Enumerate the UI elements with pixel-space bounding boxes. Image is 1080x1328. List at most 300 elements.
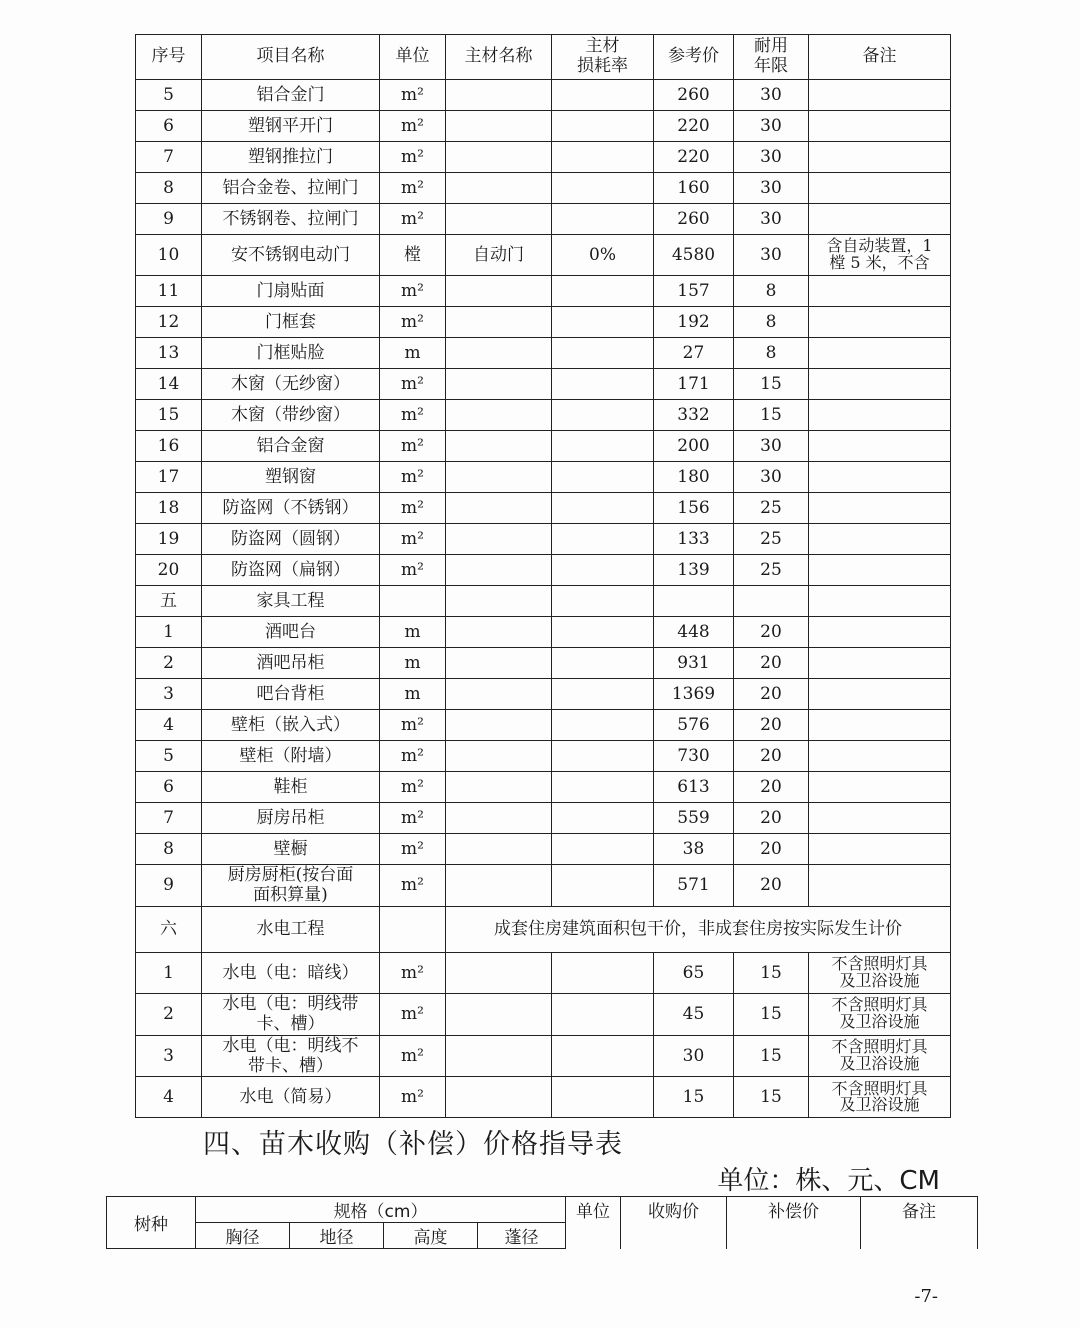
row-remark [809, 648, 951, 679]
row-price: 730 [654, 741, 734, 772]
spec-col-ground-diameter: 地径 [290, 1223, 384, 1249]
row-unit: m² [380, 865, 446, 907]
row-unit: m² [380, 400, 446, 431]
table-row [136, 741, 951, 772]
table-row [136, 276, 951, 307]
row-item-name: 吧台背柜 [202, 679, 380, 710]
row-remark [809, 803, 951, 834]
row-material [446, 276, 552, 307]
section-name: 水电工程 [202, 906, 380, 952]
row-remark [809, 400, 951, 431]
row-unit: m² [380, 142, 446, 173]
row-price: 260 [654, 204, 734, 235]
section-note: 成套住房建筑面积包干价，非成套住房按实际发生计价 [446, 906, 951, 952]
row-no: 8 [136, 834, 202, 865]
row-remark [809, 741, 951, 772]
table-row [136, 142, 951, 173]
row-loss-rate [552, 834, 654, 865]
row-loss-rate [552, 772, 654, 803]
row-no: 1 [136, 617, 202, 648]
row-price: 192 [654, 307, 734, 338]
row-remark [809, 80, 951, 111]
row-life: 20 [734, 803, 809, 834]
empty-cell [809, 586, 951, 617]
row-no: 2 [136, 993, 202, 1035]
row-item-name: 不锈钢卷、拉闸门 [202, 204, 380, 235]
row-life: 8 [734, 338, 809, 369]
row-material [446, 1035, 552, 1077]
table-row [136, 111, 951, 142]
row-loss-rate [552, 710, 654, 741]
header-item-name: 项目名称 [202, 35, 380, 80]
row-no: 4 [136, 1077, 202, 1118]
row-no: 15 [136, 400, 202, 431]
row-item-name: 铝合金卷、拉闸门 [202, 173, 380, 204]
row-unit: m² [380, 173, 446, 204]
price-table [135, 34, 951, 1118]
row-remark [809, 338, 951, 369]
row-loss-rate [552, 993, 654, 1035]
row-no: 14 [136, 369, 202, 400]
row-unit: m [380, 617, 446, 648]
empty-cell [734, 586, 809, 617]
table-row [136, 524, 951, 555]
header-no: 序号 [136, 35, 202, 80]
purchase-price-header: 收购价 [621, 1197, 727, 1223]
row-no: 12 [136, 307, 202, 338]
row-no: 7 [136, 803, 202, 834]
compensation-price-cell [727, 1223, 861, 1249]
row-no: 1 [136, 952, 202, 993]
row-material [446, 173, 552, 204]
table-row [136, 462, 951, 493]
row-price: 571 [654, 865, 734, 907]
row-price: 133 [654, 524, 734, 555]
spec-col-breast-diameter: 胸径 [196, 1223, 290, 1249]
row-unit: m² [380, 952, 446, 993]
row-remark [809, 142, 951, 173]
row-item-name: 水电（电：明线带 卡、槽） [202, 993, 380, 1035]
row-material [446, 462, 552, 493]
row-loss-rate [552, 1035, 654, 1077]
table-row [136, 173, 951, 204]
row-item-name: 水电（电：明线不 带卡、槽） [202, 1035, 380, 1077]
row-item-name: 防盗网（圆钢） [202, 524, 380, 555]
row-remark: 不含照明灯具 及卫浴设施 [809, 993, 951, 1035]
row-loss-rate [552, 617, 654, 648]
row-item-name: 鞋柜 [202, 772, 380, 803]
row-material [446, 803, 552, 834]
row-price: 200 [654, 431, 734, 462]
row-item-name: 水电（电：暗线） [202, 952, 380, 993]
row-loss-rate [552, 276, 654, 307]
row-unit: m² [380, 80, 446, 111]
row-life: 30 [734, 142, 809, 173]
row-material [446, 111, 552, 142]
row-loss-rate [552, 555, 654, 586]
remark-header: 备注 [861, 1197, 978, 1223]
table-row [136, 1035, 951, 1077]
row-no: 9 [136, 865, 202, 907]
empty-cell [654, 586, 734, 617]
row-loss-rate [552, 431, 654, 462]
row-price: 139 [654, 555, 734, 586]
row-loss-rate [552, 462, 654, 493]
row-unit: m² [380, 710, 446, 741]
row-no: 2 [136, 648, 202, 679]
remark-cell [861, 1223, 978, 1249]
row-life: 15 [734, 952, 809, 993]
row-material [446, 617, 552, 648]
row-no: 9 [136, 204, 202, 235]
row-material [446, 204, 552, 235]
row-remark [809, 462, 951, 493]
header-life: 耐用 年限 [734, 35, 809, 80]
row-item-name: 酒吧台 [202, 617, 380, 648]
table-row [136, 431, 951, 462]
row-material [446, 834, 552, 865]
row-remark [809, 555, 951, 586]
table-row [136, 1077, 951, 1118]
row-life: 25 [734, 493, 809, 524]
row-price: 45 [654, 993, 734, 1035]
row-life: 8 [734, 276, 809, 307]
row-no: 20 [136, 555, 202, 586]
row-loss-rate [552, 80, 654, 111]
unit-note: 单位：株、元、CM [717, 1166, 940, 1196]
row-no: 11 [136, 276, 202, 307]
table-row [136, 338, 951, 369]
table-row [136, 710, 951, 741]
row-price: 27 [654, 338, 734, 369]
row-life: 20 [734, 865, 809, 907]
table-row [136, 772, 951, 803]
row-price: 559 [654, 803, 734, 834]
row-remark [809, 865, 951, 907]
row-material [446, 338, 552, 369]
spec-header: 规格（cm） [196, 1197, 566, 1223]
row-life: 30 [734, 111, 809, 142]
row-price: 15 [654, 1077, 734, 1118]
section-row-utilities [136, 906, 951, 952]
header-remark: 备注 [809, 35, 951, 80]
row-material [446, 993, 552, 1035]
row-remark [809, 369, 951, 400]
row-price: 156 [654, 493, 734, 524]
row-unit: m² [380, 111, 446, 142]
header-unit: 单位 [380, 35, 446, 80]
row-price: 220 [654, 142, 734, 173]
row-price: 260 [654, 80, 734, 111]
row-remark [809, 524, 951, 555]
row-item-name: 门框套 [202, 307, 380, 338]
row-no: 10 [136, 235, 202, 276]
row-life: 30 [734, 204, 809, 235]
spec-col-height: 高度 [384, 1223, 478, 1249]
row-remark [809, 710, 951, 741]
row-price: 220 [654, 111, 734, 142]
header-loss-rate: 主材 损耗率 [552, 35, 654, 80]
row-no: 7 [136, 142, 202, 173]
row-life: 20 [734, 617, 809, 648]
row-life: 30 [734, 173, 809, 204]
row-loss-rate [552, 648, 654, 679]
row-life: 30 [734, 80, 809, 111]
row-no: 18 [136, 493, 202, 524]
section-row-furniture [136, 586, 951, 617]
row-loss-rate [552, 524, 654, 555]
row-unit: m² [380, 1035, 446, 1077]
row-material [446, 555, 552, 586]
table-row [136, 617, 951, 648]
table-row [136, 307, 951, 338]
row-item-name: 塑钢平开门 [202, 111, 380, 142]
row-unit: m² [380, 431, 446, 462]
row-life: 15 [734, 369, 809, 400]
row-no: 13 [136, 338, 202, 369]
row-item-name: 壁橱 [202, 834, 380, 865]
row-unit: 樘 [380, 235, 446, 276]
row-loss-rate [552, 400, 654, 431]
row-life: 15 [734, 400, 809, 431]
row-item-name: 门框贴脸 [202, 338, 380, 369]
row-item-name: 门扇贴面 [202, 276, 380, 307]
row-no: 19 [136, 524, 202, 555]
row-remark: 不含照明灯具 及卫浴设施 [809, 1035, 951, 1077]
table-row [136, 803, 951, 834]
row-loss-rate [552, 803, 654, 834]
row-remark: 不含照明灯具 及卫浴设施 [809, 952, 951, 993]
row-unit: m² [380, 1077, 446, 1118]
row-life: 20 [734, 772, 809, 803]
row-life: 20 [734, 741, 809, 772]
table-row [136, 493, 951, 524]
empty-cell [552, 586, 654, 617]
row-loss-rate [552, 1077, 654, 1118]
section-name: 家具工程 [202, 586, 380, 617]
row-no: 3 [136, 1035, 202, 1077]
row-remark: 含自动装置，1 樘 5 米，不含 [809, 235, 951, 276]
row-price: 613 [654, 772, 734, 803]
row-loss-rate: 0% [552, 235, 654, 276]
row-material [446, 400, 552, 431]
row-remark [809, 493, 951, 524]
row-price: 332 [654, 400, 734, 431]
row-material [446, 80, 552, 111]
row-material [446, 1077, 552, 1118]
row-unit: m² [380, 741, 446, 772]
row-no: 4 [136, 710, 202, 741]
row-loss-rate [552, 173, 654, 204]
row-material [446, 741, 552, 772]
table-row [136, 952, 951, 993]
row-price: 30 [654, 1035, 734, 1077]
row-item-name: 水电（简易） [202, 1077, 380, 1118]
row-unit: m [380, 648, 446, 679]
compensation-price-header: 补偿价 [727, 1197, 861, 1223]
row-price: 448 [654, 617, 734, 648]
page-number: -7- [914, 1286, 938, 1307]
row-life: 15 [734, 993, 809, 1035]
row-material [446, 952, 552, 993]
row-loss-rate [552, 142, 654, 173]
spec-col-crown-diameter: 蓬径 [478, 1223, 566, 1249]
row-item-name: 厨房吊柜 [202, 803, 380, 834]
row-loss-rate [552, 204, 654, 235]
row-unit: m [380, 679, 446, 710]
row-material [446, 431, 552, 462]
section-no: 六 [136, 906, 202, 952]
row-unit: m² [380, 369, 446, 400]
row-unit: m² [380, 834, 446, 865]
unit-cell [566, 1223, 621, 1249]
empty-cell [380, 586, 446, 617]
row-unit: m² [380, 493, 446, 524]
row-item-name: 铝合金门 [202, 80, 380, 111]
row-remark [809, 431, 951, 462]
row-unit: m² [380, 803, 446, 834]
row-price: 576 [654, 710, 734, 741]
row-price: 160 [654, 173, 734, 204]
row-price: 4580 [654, 235, 734, 276]
table-row [136, 555, 951, 586]
row-material [446, 369, 552, 400]
row-price: 1369 [654, 679, 734, 710]
row-no: 5 [136, 80, 202, 111]
row-loss-rate [552, 307, 654, 338]
row-loss-rate [552, 369, 654, 400]
table-row [136, 679, 951, 710]
table-row [136, 369, 951, 400]
row-remark [809, 111, 951, 142]
row-item-name: 防盗网（扁钢） [202, 555, 380, 586]
row-material [446, 307, 552, 338]
table-row [136, 834, 951, 865]
row-life: 20 [734, 834, 809, 865]
row-item-name: 铝合金窗 [202, 431, 380, 462]
purchase-price-cell [621, 1223, 727, 1249]
row-no: 17 [136, 462, 202, 493]
row-unit: m² [380, 462, 446, 493]
row-material [446, 524, 552, 555]
table-row [136, 400, 951, 431]
row-material [446, 679, 552, 710]
row-unit: m² [380, 555, 446, 586]
row-life: 8 [734, 307, 809, 338]
row-item-name: 塑钢窗 [202, 462, 380, 493]
row-no: 6 [136, 111, 202, 142]
table-row [136, 80, 951, 111]
row-unit: m [380, 338, 446, 369]
row-life: 20 [734, 679, 809, 710]
row-price: 171 [654, 369, 734, 400]
table-row [136, 235, 951, 276]
row-remark [809, 307, 951, 338]
row-life: 15 [734, 1035, 809, 1077]
row-remark [809, 772, 951, 803]
row-no: 6 [136, 772, 202, 803]
row-price: 38 [654, 834, 734, 865]
row-material [446, 865, 552, 907]
row-life: 20 [734, 648, 809, 679]
row-remark [809, 204, 951, 235]
row-item-name: 安不锈钢电动门 [202, 235, 380, 276]
row-loss-rate [552, 952, 654, 993]
row-unit: m² [380, 204, 446, 235]
row-loss-rate [552, 865, 654, 907]
table-row [136, 648, 951, 679]
seedling-table [106, 1196, 978, 1249]
row-item-name: 塑钢推拉门 [202, 142, 380, 173]
empty-cell [380, 906, 446, 952]
row-remark [809, 834, 951, 865]
row-unit: m² [380, 524, 446, 555]
header-price: 参考价 [654, 35, 734, 80]
row-item-name: 壁柜（嵌入式） [202, 710, 380, 741]
row-life: 30 [734, 431, 809, 462]
row-material [446, 772, 552, 803]
section-heading: 四、苗木收购（补偿）价格指导表 [203, 1129, 623, 1160]
row-loss-rate [552, 741, 654, 772]
row-item-name: 厨房厨柜(按台面 面积算量) [202, 865, 380, 907]
row-life: 15 [734, 1077, 809, 1118]
row-price: 931 [654, 648, 734, 679]
row-unit: m² [380, 307, 446, 338]
row-life: 25 [734, 555, 809, 586]
row-no: 16 [136, 431, 202, 462]
row-remark [809, 617, 951, 648]
row-unit: m² [380, 772, 446, 803]
row-material [446, 648, 552, 679]
header-material: 主材名称 [446, 35, 552, 80]
row-price: 157 [654, 276, 734, 307]
table-row [136, 204, 951, 235]
row-item-name: 防盗网（不锈钢） [202, 493, 380, 524]
row-remark [809, 173, 951, 204]
row-price: 180 [654, 462, 734, 493]
row-life: 30 [734, 235, 809, 276]
row-loss-rate [552, 493, 654, 524]
empty-cell [446, 586, 552, 617]
species-header: 树种 [107, 1197, 196, 1249]
row-item-name: 壁柜（附墙） [202, 741, 380, 772]
row-no: 5 [136, 741, 202, 772]
row-item-name: 木窗（带纱窗） [202, 400, 380, 431]
row-unit: m² [380, 993, 446, 1035]
row-no: 8 [136, 173, 202, 204]
table-row [136, 993, 951, 1035]
row-life: 20 [734, 710, 809, 741]
row-life: 30 [734, 462, 809, 493]
row-remark [809, 679, 951, 710]
row-loss-rate [552, 679, 654, 710]
row-no: 3 [136, 679, 202, 710]
row-item-name: 木窗（无纱窗） [202, 369, 380, 400]
row-life: 25 [734, 524, 809, 555]
row-loss-rate [552, 338, 654, 369]
section-no: 五 [136, 586, 202, 617]
row-price: 65 [654, 952, 734, 993]
table-header-row [136, 35, 951, 80]
row-material [446, 142, 552, 173]
row-material: 自动门 [446, 235, 552, 276]
row-unit: m² [380, 276, 446, 307]
row-remark: 不含照明灯具 及卫浴设施 [809, 1077, 951, 1118]
table-row [136, 865, 951, 907]
row-remark [809, 276, 951, 307]
row-loss-rate [552, 111, 654, 142]
row-item-name: 酒吧吊柜 [202, 648, 380, 679]
